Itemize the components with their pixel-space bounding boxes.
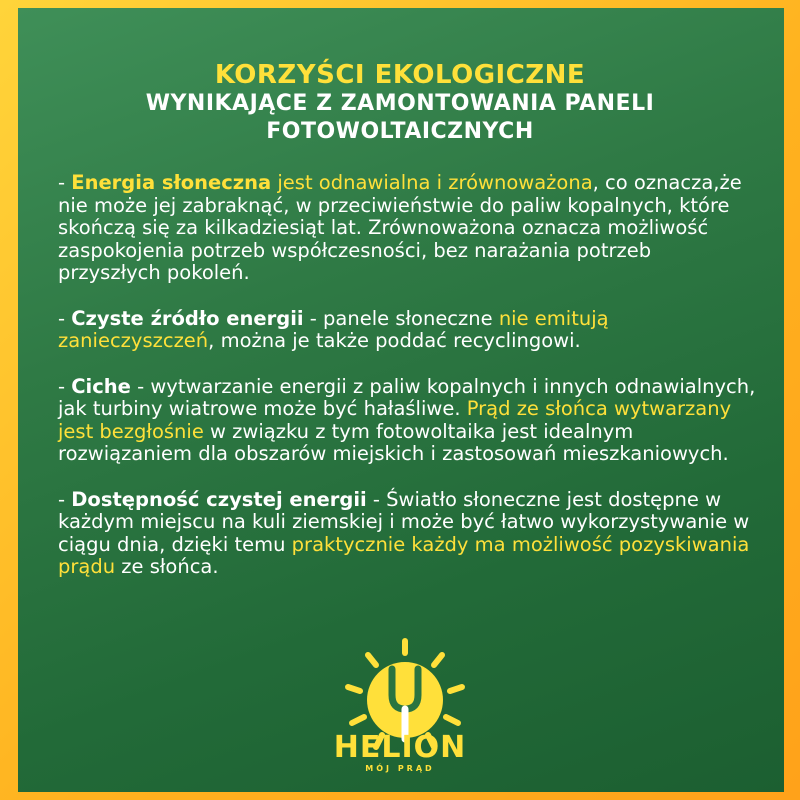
benefit-heading: Czyste źródło energii: [71, 306, 304, 330]
benefit-text: - Światło słoneczne jest dostępne w każdym miejscu na kuli ziemskiej i może być łatwo wykorzystywanie w ciągu dnia, dzięki temu: [58, 487, 750, 556]
page-title: KORZYŚCI EKOLOGICZNE: [214, 60, 586, 90]
brand-part-1: HELI: [333, 730, 414, 765]
benefit-text: - panele słoneczne: [303, 306, 499, 330]
brand-name: [0, 730, 800, 765]
benefit-highlight: jest odnawialna i zrównoważona: [271, 171, 593, 194]
benefit-text: ze słońca.: [115, 555, 219, 578]
benefit-availability: [58, 489, 758, 579]
page-subtitle: [0, 90, 800, 146]
dash: -: [58, 306, 72, 330]
benefit-text: , co oznacza,że nie może jej zabraknąć, w przeciwieństwie do paliw kopalnych, które skończą się za kilkadziesiąt lat. Zrównoważona oznacza możliwość zaspokojenia potrzeb współczesności, bez narażania potrzeb przyszłych pokoleń.: [58, 171, 742, 284]
subtitle-line-2: FOTOWOLTAICZNYCH: [266, 119, 534, 144]
benefit-text: , można je także poddać recyclingowi.: [208, 329, 581, 352]
benefit-text: - wytwarzanie energii z paliw kopalnych i innych odnawialnych, jak turbiny wiatrowe może być hałaśliwe.: [58, 374, 756, 420]
benefit-solar-energy: [58, 172, 758, 285]
dash: -: [58, 374, 72, 398]
dash: -: [58, 487, 72, 511]
benefit-text: w związku z tym fotowoltaika jest idealnym rozwiązaniem dla obszarów miejskich i zastosowań mieszkaniowych.: [58, 419, 729, 465]
benefit-heading: Energia słoneczna: [71, 171, 272, 194]
benefit-clean-source: [58, 308, 758, 353]
dash: -: [58, 171, 72, 194]
benefit-quiet: [58, 376, 758, 466]
benefit-highlight: praktycznie każdy ma możliwość pozyskiwania prądu: [58, 532, 750, 578]
brand-part-2: ON: [413, 730, 467, 765]
benefit-heading: Ciche: [71, 374, 131, 398]
benefits-list: [58, 172, 758, 602]
subtitle-line-1: WYNIKAJĄCE Z ZAMONTOWANIA PANELI: [145, 91, 655, 116]
benefit-heading: Dostępność czystej energii: [71, 487, 367, 511]
benefit-highlight: nie emitują zanieczyszczeń: [58, 306, 609, 352]
benefit-highlight: Prąd ze słońca wytwarzany jest bezgłośnie: [58, 397, 732, 443]
brand-tagline: MÓJ PRĄD: [365, 764, 435, 773]
